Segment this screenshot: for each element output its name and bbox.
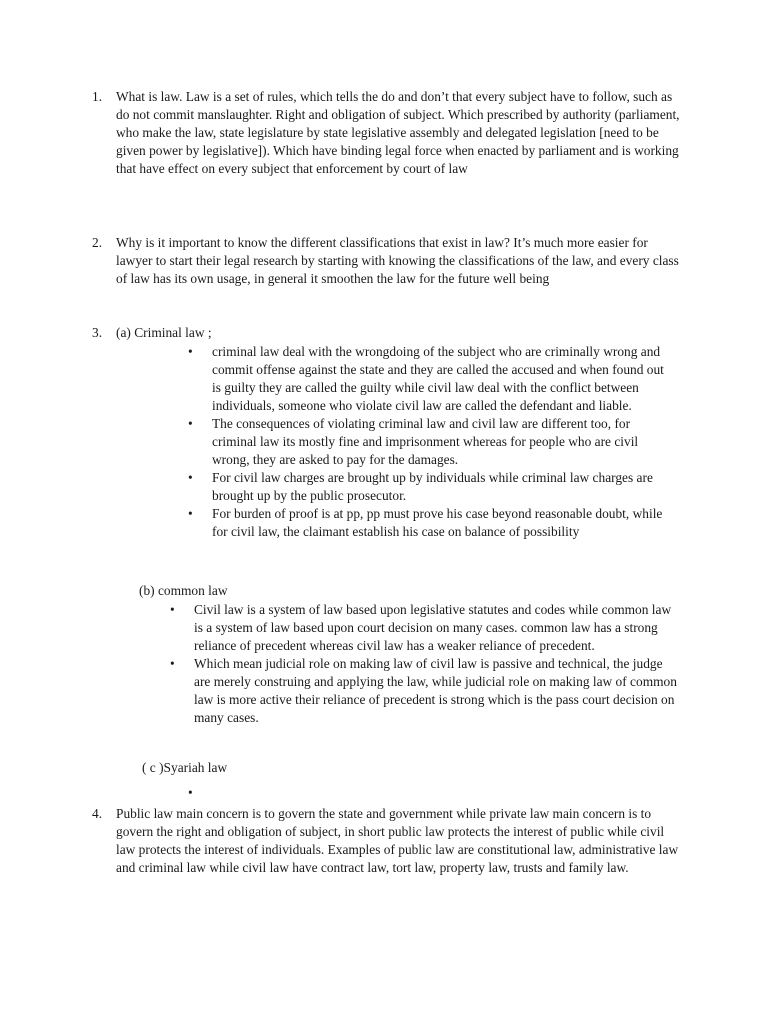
subheading-criminal-law: (a) Criminal law ; [116,325,212,340]
bullet-icon: • [188,470,193,485]
bullet-item: • The consequences of violating criminal law and civil law are different too, for criminal law its mostly fine and imprisonment whereas for people who are civil wrong, they are asked to pay for the damages. [188,416,639,467]
bullet-item: • For civil law charges are brought up by individuals while criminal law charges are brought up by the public prosecutor. [188,470,653,503]
item-number: 3. [92,325,103,340]
bullet-icon: • [188,506,193,521]
common-law-bullets [170,601,680,727]
item-text: Why is it important to know the different classifications that exist in law? It’s much more easier for lawyer to start their legal research by starting with knowing the classifications of the law, and every class of law has its own usage, in general it smoothen the law for the future well being [116,235,679,286]
bullet-item: • Civil law is a system of law based upon legislative statutes and codes while common law is a system of law based upon court decision on many cases. common law has a strong reliance of precedent whereas civil law has a weaker reliance of precedent. [170,602,672,653]
item-text: Public law main concern is to govern the state and government while private law main concern is to govern the right and obligation of subject, in short public law protects the interest of public while civil law protects the interest of individuals. Examples of public law are constitutional law, administrative law and criminal law while civil law have contract law, tort law, property law, trusts and family law. [116,806,679,875]
item-number: 1. [92,89,103,104]
list-item-4 [92,805,682,877]
bullet-item: • criminal law deal with the wrongdoing of the subject who are criminally wrong and commit offense against the state and they are called the accused and when found out is guilty they are called the guilty while civil law deal with the conflict between individuals, someone who violate civil law are called the defendant and liable. [188,344,664,413]
item-number: 4. [92,806,103,821]
bullet-item: • For burden of proof is at pp, pp must prove his case beyond reasonable doubt, while for civil law, the claimant establish his case on balance of possibility [188,506,663,539]
item-number: 2. [92,235,103,250]
list-item-3 [92,324,682,342]
bullet-icon: • [170,656,175,671]
bullet-icon: • [188,416,193,431]
bullet-item: • Which mean judicial role on making law of civil law is passive and technical, the judge are merely construing and applying the law, while judicial role on making law of common law is more active their reliance of precedent is strong which is the pass court decision on many cases. [170,656,677,725]
criminal-law-bullets [188,343,674,541]
list-item-2 [92,234,682,288]
subheading-syariah-law: ( c )Syariah law [142,760,228,775]
item-text: What is law. Law is a set of rules, which tells the do and don’t that every subject have to follow, such as do not commit manslaughter. Right and obligation of subject. Which prescribed by authority (parliament, who make the law, state legislature by state legislative assembly and delegated legislation [need to be given power by legislative]). Which have binding legal force when enacted by parliament and is working that have effect on every subject that enforcement by court of law [116,89,680,176]
bullet-icon: • [170,602,175,617]
subheading-common-law: (b) common law [139,583,228,598]
bullet-icon: • [188,344,193,359]
list-item-1 [92,88,682,178]
bullet-icon: • [188,785,193,800]
